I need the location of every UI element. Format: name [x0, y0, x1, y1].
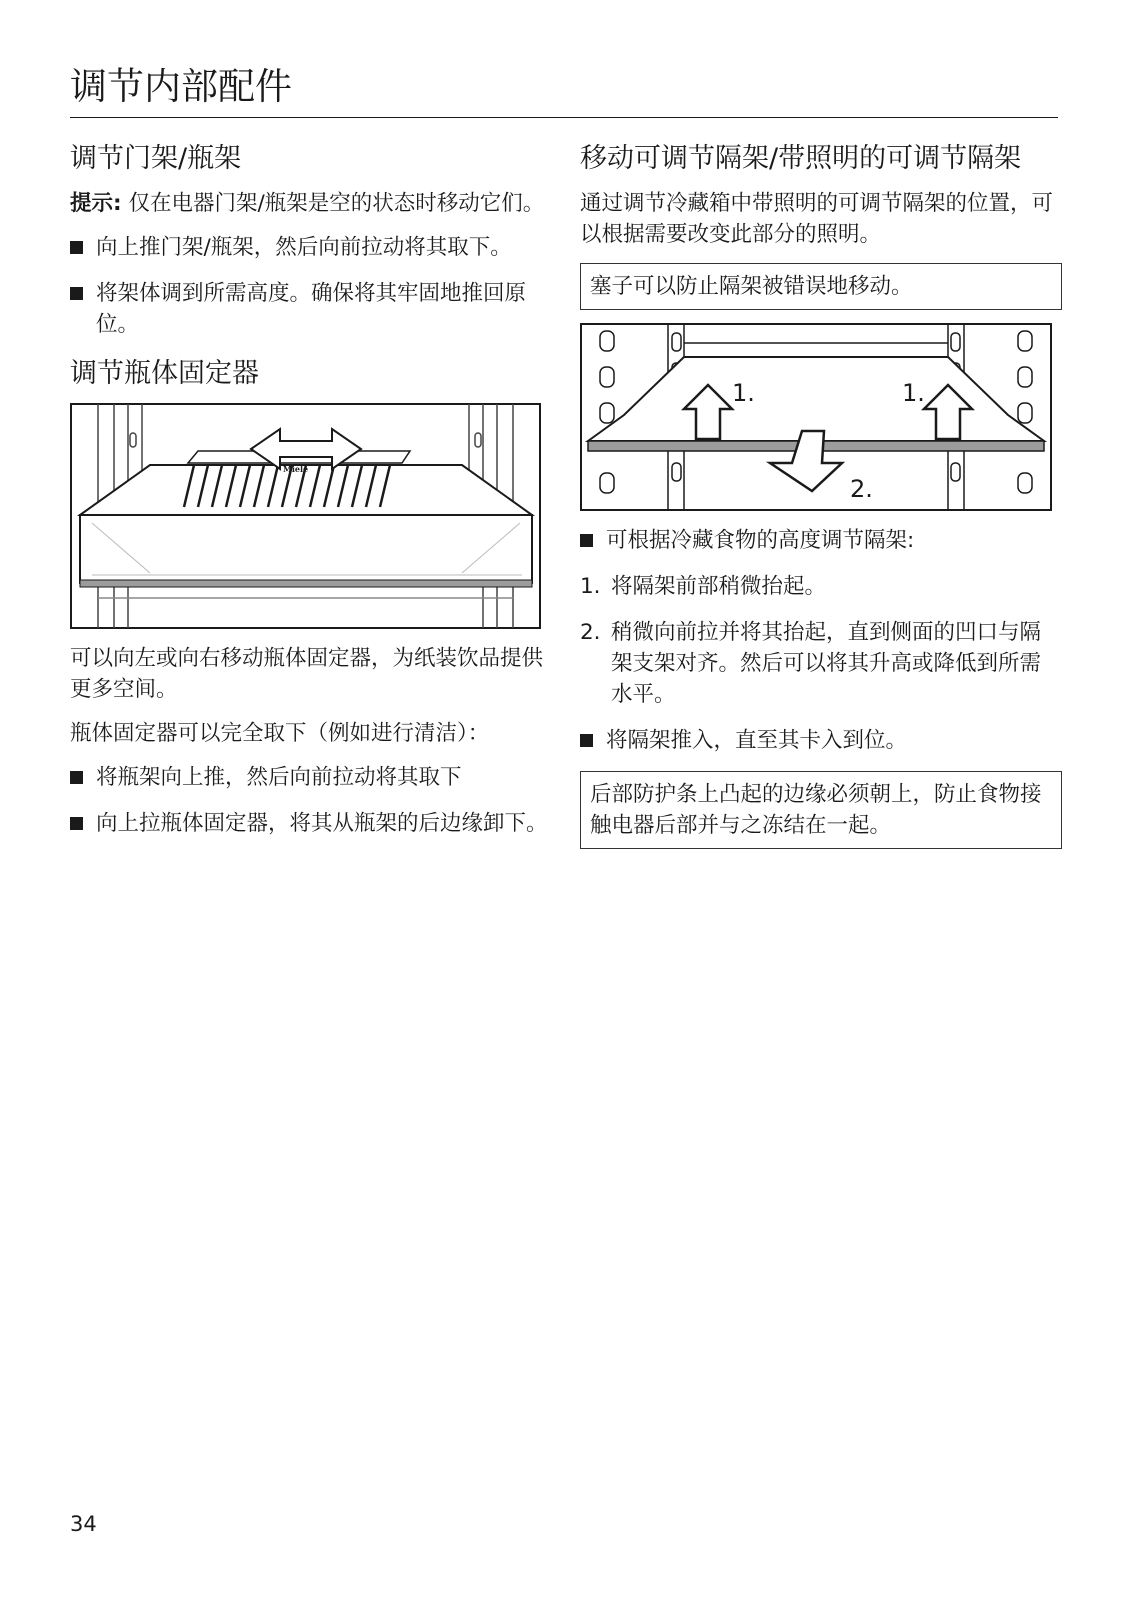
door-shelf-bullet: 向上推门架/瓶架，然后向前拉动将其取下。: [70, 232, 550, 263]
step-text: 将隔架前部稍微抬起。: [611, 574, 827, 599]
shelf-illustration: [580, 323, 1052, 511]
step-number: 2.: [580, 620, 601, 645]
door-shelf-heading: 调节门架/瓶架: [70, 143, 242, 174]
bottle-holder-para-1: 可以向左或向右移动瓶体固定器，为纸装饮品提供更多空间。: [70, 646, 544, 702]
shelf-warning-box: 后部防护条上凸起的边缘必须朝上，防止食物接触电器后部并与之冻结在一起。: [580, 771, 1062, 849]
title-divider: [70, 117, 1058, 118]
step-text: 稍微向前拉并将其抬起，直到侧面的凹口与隔架支架对齐。然后可以将其升高或降低到所需水平。: [611, 620, 1042, 707]
door-shelf-note: [70, 188, 550, 219]
shelf-intro: 通过调节冷藏箱中带照明的可调节隔架的位置，可以根据需要改变此部分的照明。: [580, 191, 1054, 247]
door-shelf-bullet: 将架体调到所需高度。确保将其牢固地推回原位。: [70, 278, 550, 340]
right-column: [580, 140, 1062, 862]
note-label: 提示:: [70, 191, 122, 216]
note-text: 仅在电器门架/瓶架是空的状态时移动它们。: [121, 191, 545, 216]
step-number: 1.: [580, 574, 601, 599]
bottle-holder-illustration: [70, 403, 541, 629]
figure-label-1-left: 1.: [732, 379, 755, 407]
page-number: 34: [70, 1512, 97, 1536]
shelf-step-2: [580, 617, 1062, 710]
figure-label-2: 2.: [850, 475, 873, 503]
left-column: [70, 140, 550, 854]
shelf-bullet-1: 可根据冷藏食物的高度调节隔架:: [580, 525, 1062, 556]
shelf-heading: 移动可调节隔架/带照明的可调节隔架: [580, 143, 1022, 174]
figure-label-1-right: 1.: [902, 379, 925, 407]
shelf-note-box: 塞子可以防止隔架被错误地移动。: [580, 263, 1062, 310]
bottle-holder-heading: 调节瓶体固定器: [70, 358, 259, 389]
bottle-holder-para-2: 瓶体固定器可以完全取下（例如进行清洁）：: [70, 721, 490, 746]
bottle-holder-bullet: 向上拉瓶体固定器，将其从瓶架的后边缘卸下。: [70, 808, 550, 839]
miele-logo: Miele: [283, 464, 309, 474]
shelf-step-1: [580, 571, 1062, 602]
page-title: 调节内部配件: [70, 65, 292, 108]
shelf-bullet-2: 将隔架推入，直至其卡入到位。: [580, 725, 1062, 756]
bottle-holder-bullet: 将瓶架向上推，然后向前拉动将其取下: [70, 762, 550, 793]
